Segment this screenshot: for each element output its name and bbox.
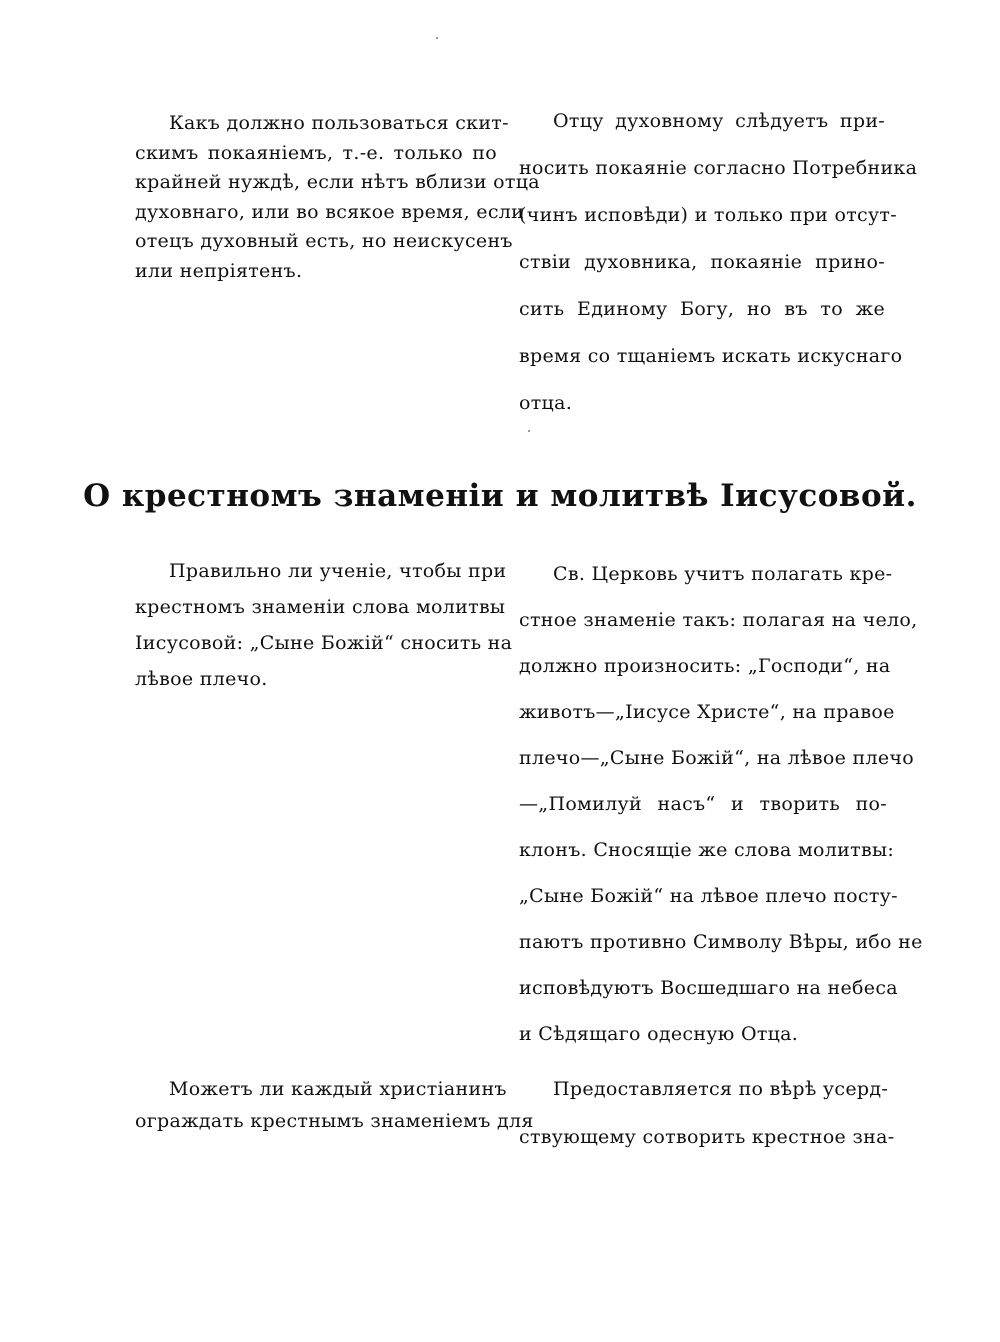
answer-2-line: —„Помилуй насъ“ и творить по- — [519, 793, 887, 815]
question-column-3 — [135, 1078, 534, 1144]
question-3-line: Можетъ ли каждый христіанинъ — [169, 1078, 507, 1100]
answer-2-line: плечо—„Сыне Божій“, на лѣвое плечо — [519, 747, 914, 769]
question-1-line: духовнаго, или во всякое время, если — [135, 200, 525, 223]
answer-2-line: стное знаменіе такъ: полагая на чело, — [519, 609, 918, 631]
question-1-line: Какъ должно пользоваться скит- — [169, 112, 509, 134]
question-2-line: лѣвое плечо. — [135, 668, 268, 690]
answer-1-line: носить покаяніе согласно Потребника — [519, 157, 918, 179]
answer-2-line: „Сыне Божій“ на лѣвое плечо посту- — [519, 885, 898, 907]
answer-1-line: (чинъ исповѣди) и только при отсут- — [519, 204, 897, 226]
answer-2-line: должно произносить: „Господи“, на — [519, 655, 891, 677]
answer-3-line: Предоставляется по вѣрѣ усерд- — [553, 1078, 889, 1100]
answer-2-line: Св. Церковь учитъ полагать кре- — [553, 563, 893, 585]
answer-3-line: ствующему сотворить крестное зна- — [519, 1126, 895, 1148]
answer-2-line: клонъ. Сносящіе же слова молитвы: — [519, 839, 895, 861]
answer-1-line: отца. — [519, 392, 573, 414]
question-3-line: ограждать крестнымъ знаменіемъ для — [135, 1110, 534, 1132]
answer-column-2 — [519, 563, 923, 1071]
page-speck — [436, 37, 438, 39]
question-column-2 — [135, 560, 513, 706]
answer-2-line: животъ—„Іисусе Христе“, на правое — [519, 701, 895, 723]
answer-1-line: время со тщаніемъ искать искуснаго — [519, 345, 903, 367]
answer-2-line: и Сѣдящаго одесную Отца. — [519, 1023, 799, 1045]
answer-column-1 — [519, 110, 918, 441]
question-1-line: отецъ духовный есть, но неискусенъ — [135, 230, 513, 252]
question-2-line: Правильно ли ученіе, чтобы при — [169, 560, 507, 582]
answer-1-line: ствіи духовника, покаяніе прино- — [519, 251, 885, 273]
question-1-line: или непріятенъ. — [135, 259, 303, 282]
answer-1-line: сить Единому Богу, но въ то же — [519, 298, 885, 320]
answer-1-line: Отцу духовному слѣдуетъ при- — [553, 110, 885, 132]
question-1-line: крайней нуждѣ, если нѣтъ вблизи отца — [135, 171, 540, 193]
answer-2-line: исповѣдуютъ Восшедшаго на небеса — [519, 977, 898, 999]
section-heading: О крестномъ знаменіи и молитвѣ Іисусовой. — [83, 478, 917, 514]
question-2-line: крестномъ знаменіи слова молитвы — [135, 596, 506, 618]
question-1-line: скимъ покаяніемъ, т.-е. только по — [135, 141, 497, 164]
answer-2-line: паютъ противно Символу Вѣры, ибо не — [519, 931, 923, 953]
answer-column-3 — [519, 1078, 895, 1176]
question-2-line: Іисусовой: „Сыне Божій“ сносить на — [135, 632, 513, 654]
question-column-1 — [135, 112, 540, 291]
